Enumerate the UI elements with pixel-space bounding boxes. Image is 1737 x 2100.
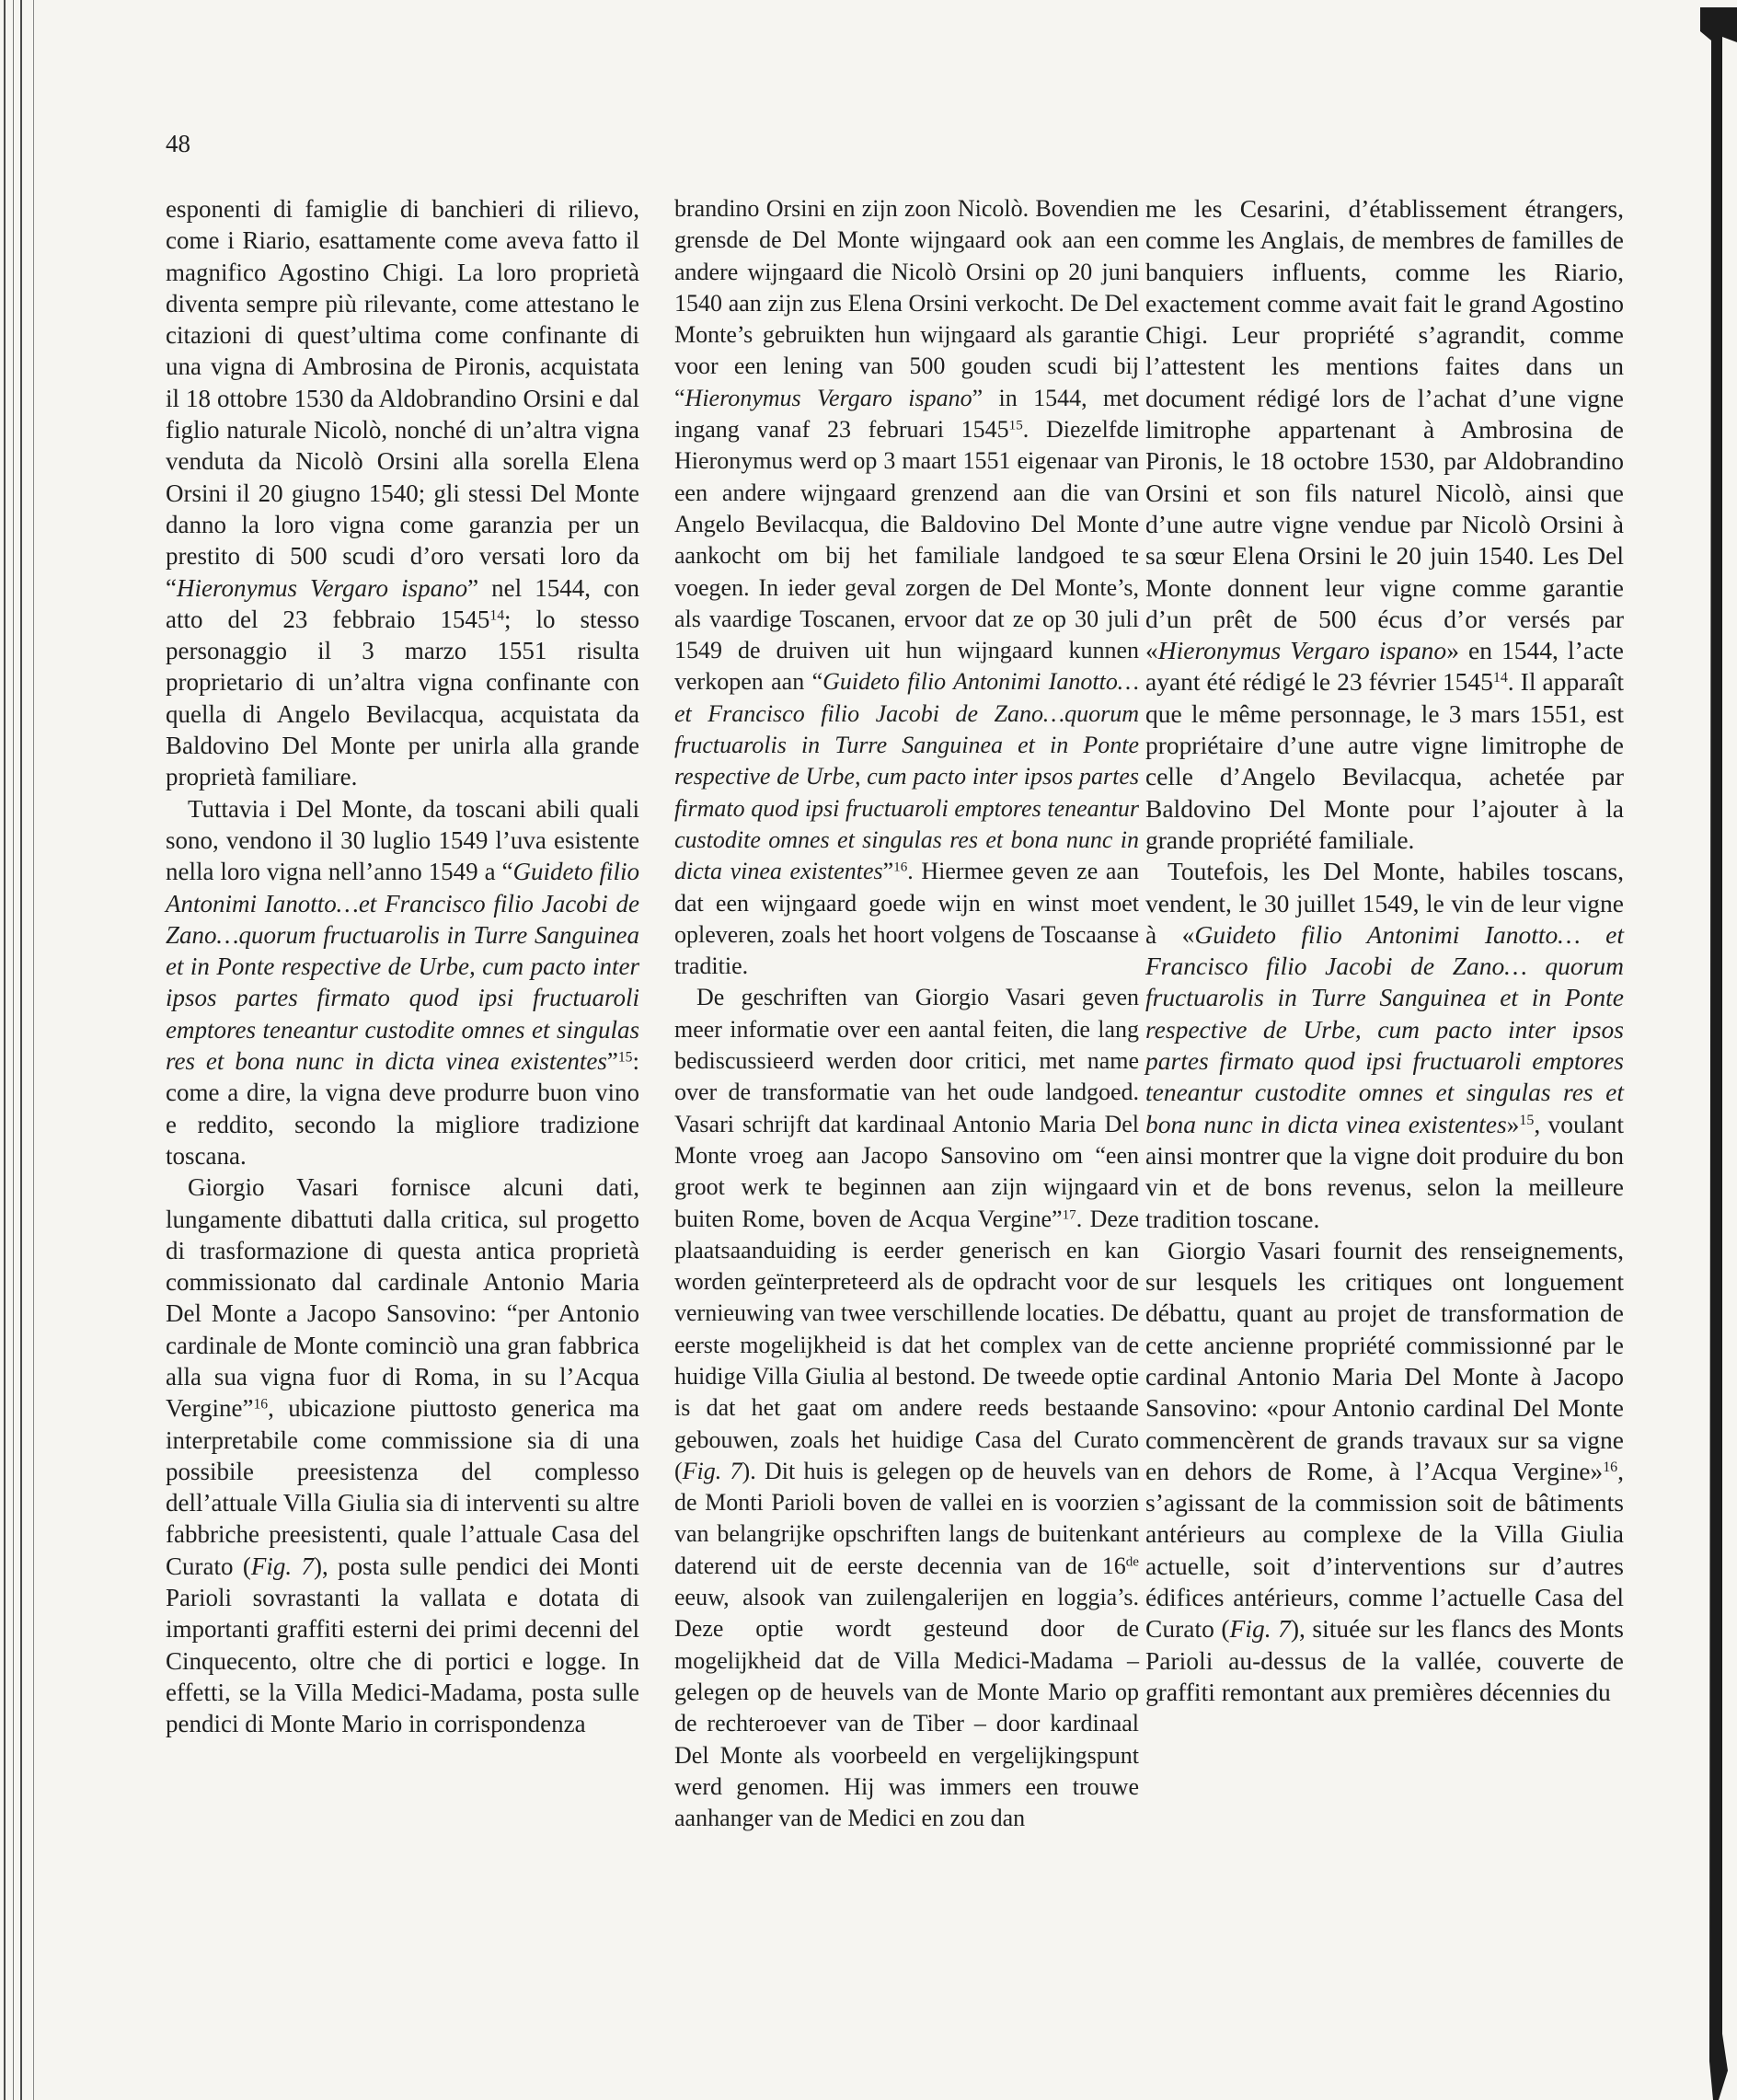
italic-text: Hieronymus Vergaro ispano [176, 573, 468, 602]
footnote-ref: 15 [1008, 418, 1023, 433]
footnote-ref: 15 [1519, 1112, 1535, 1128]
text: Giorgio Vasari fornisce alcuni dati, lungamente dibattuti dalla critica, sul progetto di trasformazione di questa antica proprietà commissionato dal cardinale Antonio Maria Del Monte a Jacopo Sansovino: “per Antonio cardinale de Monte cominciò una gran fabbrica alla sua vigna fuor di Roma, in su l’Acqua Vergine” [166, 1173, 639, 1423]
footnote-ref: 16 [893, 860, 908, 875]
text: De geschriften van Giorgio Vasari geven meer informatie over een aantal feiten, die lang bediscussieerd werden door critici, met name over de transformatie van het oude landgoed. Vasari schrijft dat kardinaal Antonio Maria Del Monte vroeg aan Jacopo Sansovino om “een groot werk te beginnen aan zijn wijngaard buiten Rome, boven de Acqua Vergine” [674, 984, 1139, 1232]
text: Giorgio Vasari fournit des renseignements, sur lesquels les critiques ont longuement débattu, quant au projet de transformation de cette ancienne propriété commissionné par le cardinal Antonio Maria Del Monte à Jacopo Sansovino: «pour Antonio cardinal Del Monte commencèrent de grands travaux sur sa vigne en dehors de Rome, à l’Acqua Vergine» [1145, 1235, 1624, 1485]
footnote-ref: 14 [1492, 670, 1508, 687]
paragraph [166, 193, 639, 793]
paragraph [1145, 856, 1624, 1235]
italic-text: Guideto filio Antonimi Ianotto…et Francisco filio Jacobi de Zano…quorum fructuarolis in Turre Sanguinea et in Ponte respective de Urbe, cum pacto inter ipsos partes firmato quod ipsi fructuaroli emptores teneantur custodite omnes et singulas res et bona nunc in dicta vinea existentes [674, 668, 1140, 885]
text: Tuttavia i Del Monte, da toscani abili quali sono, vendono il 30 luglio 1549 l’uva esistente nella loro vigna nell’anno 1549 a “ [166, 794, 639, 886]
text: ), située sur les flancs des Monts Parioli au-dessus de la vallée, couverte de graffiti remontant aux premières décennies du [1145, 1614, 1624, 1706]
text: ” [882, 858, 894, 885]
text: . Diezelfde Hieronymus werd op 3 maart 1551 eigenaar van een andere wijngaard grenzend aan die van Angelo Bevilacqua, die Baldovino Del Monte aankocht om bij het familiale landgoed te voegen. In ieder geval zorgen de Del Monte’s, als vaardige Toscanen, ervoor dat ze op 30 juli 1549 de druiven uit hun wijngaard kunnen verkopen aan “ [674, 416, 1139, 696]
paragraph [166, 793, 639, 1172]
column-french [1145, 193, 1624, 1708]
text: ” [606, 1047, 618, 1076]
text: , voulant ainsi montrer que la vigne doit produire du bon vin et de bons revenus, selon la meilleure tradition toscane. [1145, 1109, 1624, 1233]
text: : come a dire, la vigna deve produrre buon vino e reddito, secondo la migliore tradizione toscana. [166, 1047, 639, 1170]
footnote-ref: 16 [253, 1396, 269, 1413]
italic-text: Hieronymus Vergaro ispano [684, 384, 972, 411]
footnote-ref: 16 [1603, 1460, 1618, 1476]
text: Toutefois, les Del Monte, habiles toscans, vendent, le 30 juillet 1549, le vin de leur vigne à « [1145, 857, 1624, 949]
italic-text: Fig. 7 [682, 1457, 742, 1484]
italic-text: Hieronymus Vergaro ispano [1157, 636, 1447, 665]
text: ” in 1544, met ingang vanaf 23 februari 1545 [674, 384, 1139, 444]
footnote-ref: 15 [617, 1049, 633, 1066]
italic-text: Fig. 7 [1229, 1614, 1291, 1644]
text: brandino Orsini en zijn zoon Nicolò. Bovendien grensde de Del Monte wijngaard ook aan een andere wijngaard die Nicolò Orsini op 20 juni 1540 aan zijn zus Elena Orsini verkocht. De Del Monte’s gebruikten hun wijngaard als garantie voor een lening van 500 gouden scudi bij “ [674, 195, 1139, 411]
text: , ubicazione piuttosto generica ma interpretabile come commissione sia di una possibile preesistenza del complesso dell’attuale Villa Giulia sia di interventi su altre fabbriche preesistenti, quale l’attuale Casa del Curato ( [166, 1394, 639, 1580]
footnote-ref: 17 [1062, 1207, 1076, 1223]
paragraph [1145, 1235, 1624, 1708]
text: » [1506, 1109, 1520, 1138]
italic-text: Guideto filio Antonimi Ianotto… et Francisco filio Jacobi de Zano… quorum fructuarolis in Turre Sanguinea et in Ponte respective de Urbe, cum pacto inter ipsos partes firmato quod ipsi fructuaroli emptores teneantur custodite omnes et singulas res et bona nunc in dicta vinea existentes [1145, 919, 1624, 1138]
text: ), posta sulle pendici dei Monti Parioli sovrastanti la vallata e dotata di importanti graffiti esterni dei primi decenni del Cinquecento, oltre che di portici e logge. In effetti, se la Villa Medici-Madama, posta sulle pendici di Monte Mario in corrispondenza [166, 1552, 639, 1738]
paragraph [674, 193, 1139, 982]
text: . Hiermee geven ze aan dat een wijngaard goede wijn en winst moet opleveren, zoals het hoort volgens de Toscaanse traditie. [674, 858, 1140, 980]
text: me les Cesarini, d’établissement étrangers, comme les Anglais, de membres de familles de banquiers influents, comme les Riario, exactement comme avait fait le grand Agostino Chigi. Leur propriété s’agrandit, comme l’attestent les mentions faites dans un document rédigé lors de l’achat d’une vigne limitrophe appartenant à Ambrosina de Pironis, le 18 octobre 1530, par Aldobrandino Orsini et son fils naturel Nicolò, ainsi que d’une autre vigne vendue par Nicolò Orsini à sa sœur Elena Orsini le 20 juin 1540. Les Del Monte donnent leur vigne comme garantie d’un prêt de 500 écus d’or versés par « [1145, 194, 1624, 665]
text: ). Dit huis is gelegen op de heuvels van de Monti Parioli boven de vallei en is voorzien van belangrijke opschriften langs de buitenkant daterend uit de eerste decennia van de 16 [674, 1457, 1139, 1579]
page-edge-mark [1700, 0, 1737, 2100]
text: » en 1544, l’acte ayant été rédigé le 23 février 1545 [1145, 636, 1624, 697]
paragraph [166, 1171, 639, 1739]
column-dutch [674, 193, 1139, 1834]
paragraph [674, 982, 1139, 1834]
footnote-ref: de [1125, 1554, 1139, 1570]
text: esponenti di famiglie di banchieri di rilievo, come i Riario, esattamente come aveva fatto il magnifico Agostino Chigi. La loro proprietà diventa sempre più rilevante, come attestano le citazioni di quest’ultima come confinante di una vigna di Ambrosina de Pironis, acquistata il 18 ottobre 1530 da Aldobrandino Orsini e dal figlio naturale Nicolò, nonché di un’altra vigna venduta da Nicolò Orsini alla sorella Elena Orsini il 20 giugno 1540; gli stessi Del Monte danno la loro vigna come garanzia per un prestito di 500 scudi d’oro versati loro da “ [166, 195, 639, 602]
text: eeuw, alsook van zuilengalerijen en loggia’s. Deze optie wordt gesteund door de mogelijkheid dat de Villa Medici-Madama – gelegen op de heuvels van de Monte Mario op de rechteroever van de Tiber – door kardinaal Del Monte als voorbeeld en vergelijkingspunt werd genomen. Hij was immers een trouwe aanhanger van de Medici en zou dan [674, 1584, 1139, 1832]
footnote-ref: 14 [489, 607, 505, 624]
text: . Il apparaît que le même personnage, le 3 mars 1551, est propriétaire d’une autre vigne limitrophe de celle d’Angelo Bevilacqua, achetée par Baldovino Del Monte pour l’ajouter à la grande propriété familiale. [1145, 667, 1624, 854]
paragraph [1145, 193, 1624, 856]
italic-text: Guideto filio Antonimi Ianotto…et Francisco filio Jacobi de Zano…quorum fructuarolis in Turre Sanguinea et in Ponte respective de Urbe, cum pacto inter ipsos partes firmato quod ipsi fructuaroli emptores teneantur custodite omnes et singulas res et bona nunc in dicta vinea existentes [166, 858, 639, 1076]
text: , s’agissant de la commission soit de bâtiments antérieurs au complexe de la Villa Giulia actuelle, soit d’interventions sur d’autres édifices antérieurs, comme l’actuelle Casa del Curato ( [1145, 1456, 1624, 1644]
text: ; lo stesso personaggio il 3 marzo 1551 risulta proprietario di un’altra vigna confinante con quella di Angelo Bevilacqua, acquistata da Baldovino Del Monte per unirla alla grande proprietà familiare. [166, 605, 639, 791]
italic-text: Fig. 7 [250, 1552, 314, 1580]
text: . Deze plaatsaanduiding is eerder generisch en kan worden geïnterpreteerd als de opdracht voor de vernieuwing van twee verschillende locaties. De eerste mogelijkheid is dat het complex van de huidige Villa Giulia al bestond. De tweede optie is dat het gaat om andere reeds bestaande gebouwen, zoals het huidige Casa del Curato ( [674, 1205, 1139, 1484]
page-number: 48 [166, 130, 190, 157]
binding-gutter [0, 0, 42, 2100]
text: ” nel 1544, con atto del 23 febbraio 1545 [166, 573, 640, 633]
column-italian [166, 193, 639, 1740]
